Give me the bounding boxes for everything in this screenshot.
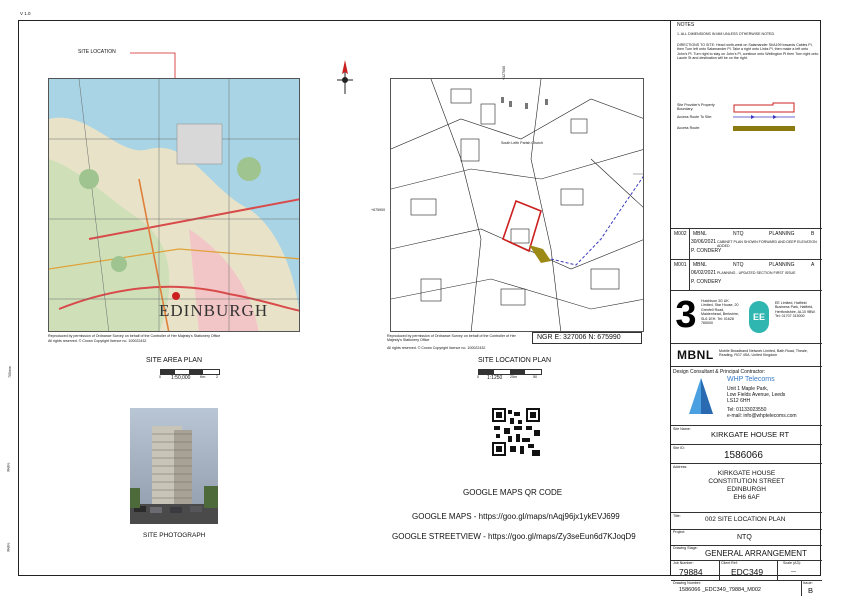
street-name: South Leith Parish Church: [501, 141, 543, 145]
os-map-graphic: [391, 79, 644, 332]
site-area-plan-title: SITE AREA PLAN: [146, 357, 203, 364]
site-address: KIRKGATE HOUSE CONSTITUTION STREET EDINBURGH EH6 6AF: [708, 470, 785, 501]
qr-code-icon[interactable]: [492, 408, 540, 456]
drawing-title: 002 SITE LOCATION PLAN: [705, 516, 786, 523]
client-ref: EDC349: [731, 567, 764, 577]
topo-map-graphic: [49, 79, 300, 332]
access-bar-icon: [733, 126, 795, 131]
revision-row-a: M001 MBNL NTQ PLANNING A 06/02/2021 PLANNING - UPDATED SECTION FIRST ISSUE P. CONDERY: [674, 262, 815, 285]
title-block: NOTES 1. ALL DIMENSIONS IN MM UNLESS OTHERWISE NOTED. DIRECTIONS TO SITE: Head north-west on Salamander St/A199 towards Cables Pl, then Turn left onto Salamander Pl. Take a right onto Links Pl, then make a left onto John's Pl. Turn right to stay on John's Pl, continue onto Wellington Pl then Turn right onto Laurie St and destination will be on the right. Site Provider's Property Boundary: Access Route To Site: Access Route: M002 MBNL NTQ PLANNING B 30/06/2021 CABINET PLAN SHOWN FORWARD AND DEEP ELEVATION ADDED P. CONDERY M001 MBNL NTQ PLANNING A 06/02/2021 PLANNING - UPDATED SECTION FIRST ISSUE P. CONDERY 3 Hutchison 3G UK Limited, Star House, 20 Grenfell Road, Maidenhead, Berkshire, SL6 1EH. Tel: 01628 765000 EE EE Limited, Hatfield Business Park, Hatfield, Hertfordshire, AL10 9BW. Tel: 01707 315000 MBNL Mobile Broadband Network Limited, Bath Road, Theale, Reading, RG7 4SA. United Kingdom Design Consultant & Principal Contractor: WHP Telecoms Unit 1 Maple Park, Low Fields Avenue, Leeds LS12 6HH Tel: 01133023550 e-mail: info@whptelecoms.com Site Name: KIRKGATE HOUSE RT Site ID: 1586066 Address: KIRKGATE HOUSE CONSTITUTION STREET EDINBURGH EH6 6AF Title: 002 SITE LOCATION PLAN Project: NTQ Drawing Stage: GENERAL ARRANGEMENT Job Number: 79884 Client Ref: EDC349 Scale (A3): — Drawing Number: 1586066 _EDC349_79884_M002 Issue: B: [670, 20, 821, 576]
legend: [671, 100, 822, 136]
site-area-scale: 1:50,000: [171, 375, 191, 381]
designer-heading: Design Consultant & Principal Contractor:: [673, 369, 766, 375]
site-photograph-label: SITE PHOTOGRAPH: [143, 532, 206, 539]
revision-row-b: M002 MBNL NTQ PLANNING B 30/06/2021 CABINET PLAN SHOWN FORWARD AND DEEP ELEVATION ADDED P. CONDERY: [674, 231, 817, 254]
legend-label-route: Access Route To Site:: [677, 115, 713, 119]
route-line-icon: [733, 114, 795, 120]
job-number: 79884: [679, 567, 703, 577]
drawing-stage: GENERAL ARRANGEMENT: [705, 549, 807, 558]
whp-logo-icon: [683, 376, 719, 416]
site-location-label: SITE LOCATION: [78, 49, 116, 55]
designer-name: WHP Telecoms: [727, 376, 775, 383]
qr-title: GOOGLE MAPS QR CODE: [463, 488, 563, 497]
issue-letter: B: [808, 586, 814, 595]
ee-logo: EE: [749, 301, 769, 333]
project: NTQ: [737, 534, 752, 541]
version-label: V 1.0: [20, 11, 31, 16]
mbnl-logo: MBNL: [677, 348, 714, 362]
google-streetview-link[interactable]: GOOGLE STREETVIEW - https://goo.gl/maps/Zy3seEun6d7KJoqD9: [392, 532, 636, 541]
left-scale-ticks: 700mm Metre Metre: [6, 366, 12, 552]
site-location-scale: 1:1250: [487, 375, 503, 381]
mbnl-row: MBNL Mobile Broadband Network Limited, Bath Road, Theale, Reading, RG7 4SA. United Kingdom: [677, 348, 808, 362]
site-area-copyright: Reproduced by permission of Ordnance Survey on behalf of the Controller of Her Majesty's Stationery Office: [48, 334, 221, 338]
notes-heading: NOTES: [677, 22, 695, 28]
northing-label: +675900: [371, 208, 386, 212]
ngr-text: NGR E: 327006 N: 675990: [537, 334, 621, 341]
partners-row: 3 Hutchison 3G UK Limited, Star House, 20 Grenfell Road, Maidenhead, Berkshire, SL6 1EH. Tel: 01628 765000 EE EE Limited, Hatfield Business Park, Hatfield, Hertfordshire, AL10 9BW. Tel: 01707 315000: [671, 291, 822, 343]
note-1: 1. ALL DIMENSIONS IN MM UNLESS OTHERWISE NOTED.: [677, 32, 776, 36]
site-name: KIRKGATE HOUSE RT: [711, 430, 790, 439]
directions-text: DIRECTIONS TO SITE: Head north-west on Salamander St/A199 towards Cables Pl, then Turn left onto Salamander Pl. Take a right onto Links Pl, then make a left onto John's Pl. Turn right to stay on John's Pl, continue onto Wellington Pl then Turn right onto Laurie St and destination will be on the right.: [677, 43, 819, 61]
site-location-map[interactable]: [390, 78, 644, 332]
north-arrow-icon: [336, 60, 354, 96]
site-photograph: [130, 408, 218, 524]
legend-label-access: Access Route:: [677, 126, 701, 130]
legend-label-boundary: Site Provider's Property Boundary:: [677, 103, 715, 112]
site-area-map[interactable]: [48, 78, 300, 332]
easting-label: +327000: [502, 65, 506, 80]
location-copyright: Reproduced by permission of Ordnance Survey on behalf of the Controller of Her Majesty's Stationery Office: [387, 334, 516, 343]
boundary-line-icon: [733, 102, 795, 114]
three-logo: 3: [675, 294, 697, 336]
google-maps-link[interactable]: GOOGLE MAPS - https://goo.gl/maps/nAqj96jx1ykEVJ699: [412, 512, 620, 521]
site-area-copyright2: All rights reserved. © Crown Copyright licence no. 100022432: [48, 339, 147, 343]
ngr-box: [532, 332, 642, 344]
site-id: 1586066: [724, 450, 763, 461]
map-city-label: EDINBURGH: [159, 301, 269, 320]
site-location-plan-title: SITE LOCATION PLAN: [478, 357, 551, 364]
location-copyright2: All rights reserved. © Crown Copyright licence no. 100022432: [387, 346, 486, 350]
drawing-number: 1586066 _EDC349_79884_M002: [679, 587, 761, 593]
